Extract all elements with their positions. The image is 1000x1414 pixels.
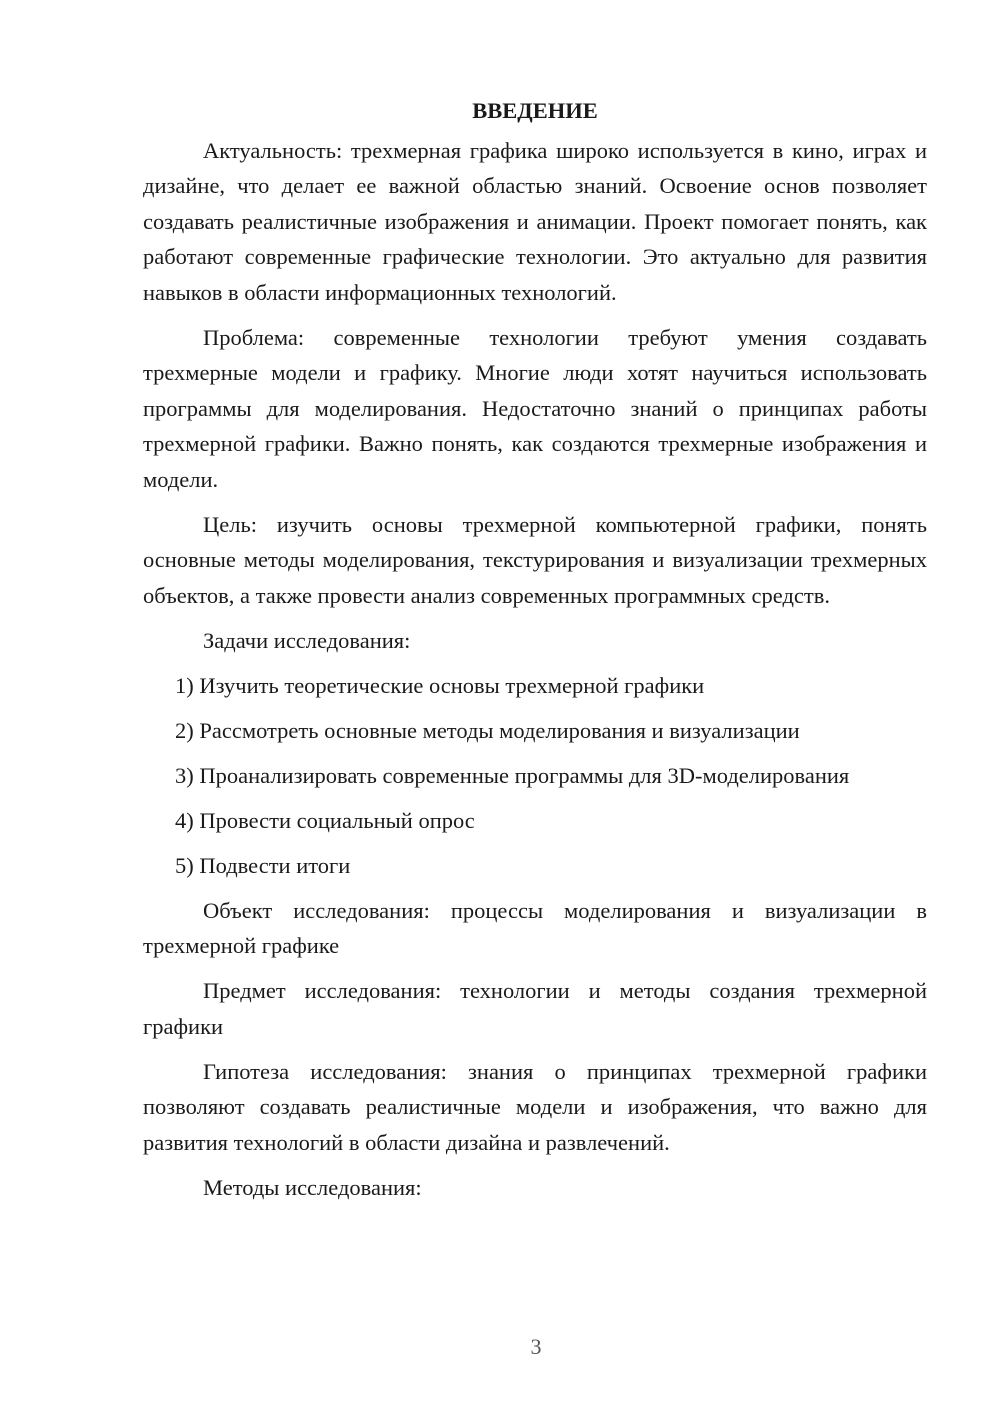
page-number: 3 bbox=[530, 1334, 542, 1359]
paragraph-subject: Предмет исследования: технологии и методы создания трехмерной графики bbox=[143, 978, 927, 1039]
task-item: 4) Провести социальный опрос bbox=[175, 807, 475, 833]
paragraph-goal: Цель: изучить основы трехмерной компьютерной графики, понять основные методы моделирования, текстурирования и визуализации трехмерных объектов, а также провести анализ современных программных средств. bbox=[143, 511, 927, 608]
task-item: 3) Проанализировать современные программы для 3D-моделирования bbox=[175, 762, 850, 788]
methods-heading: Методы исследования: bbox=[203, 1174, 422, 1200]
section-title: ВВЕДЕНИЕ bbox=[472, 98, 598, 123]
task-item: 5) Подвести итоги bbox=[175, 852, 351, 878]
paragraph-problem: Проблема: современные технологии требуют умения создавать трехмерные модели и графику. Многие люди хотят научиться использовать программы для моделирования. Недостаточно знаний о принципах работы трехмерной графики. Важно понять, как создаются трехмерные изображения и модели. bbox=[143, 324, 927, 492]
tasks-list bbox=[143, 668, 927, 884]
tasks-heading: Задачи исследования: bbox=[203, 627, 411, 653]
document-page bbox=[143, 93, 927, 1215]
task-item: 2) Рассмотреть основные методы моделирования и визуализации bbox=[175, 717, 800, 743]
paragraph-object: Объект исследования: процессы моделирования и визуализации в трехмерной графике bbox=[143, 897, 927, 958]
task-item: 1) Изучить теоретические основы трехмерной графики bbox=[175, 672, 705, 698]
paragraph-hypothesis: Гипотеза исследования: знания о принципах трехмерной графики позволяют создавать реалистичные модели и изображения, что важно для развития технологий в области дизайна и развлечений. bbox=[143, 1058, 927, 1155]
paragraph-relevance: Актуальность: трехмерная графика широко используется в кино, играх и дизайне, что делает ее важной областью знаний. Освоение основ позволяет создавать реалистичные изображения и анимации. Проект помогает понять, как работают современные графические технологии. Это актуально для развития навыков в области информационных технологий. bbox=[143, 137, 927, 305]
